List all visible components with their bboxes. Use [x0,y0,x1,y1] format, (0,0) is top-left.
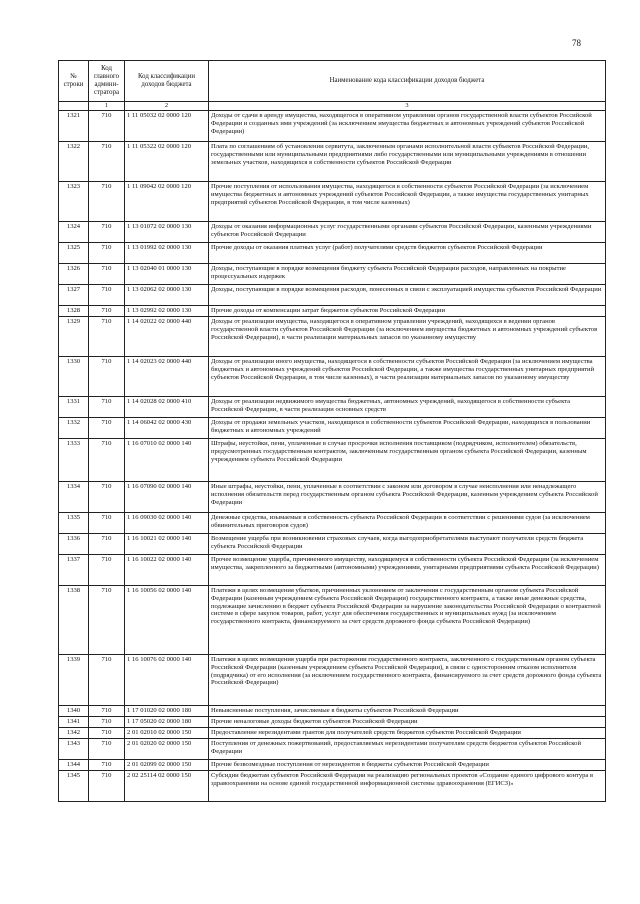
row-number-cell: 1328 [59,306,89,317]
classification-name-cell: Прочие доходы от оказания платных услуг (работ) получателями средств бюджетов субъектов Российской Федерации [209,243,606,264]
header-row-number: № строки [59,61,89,102]
classification-code-cell: 1 14 02023 02 0000 440 [125,357,209,397]
table-body [59,111,606,802]
classification-name-cell: Субсидии бюджетам субъектов Российской Федерации на реализацию региональных проектов «Создание единого цифрового контура в здравоохранении на основе единой государственной информационной системы здравоохранения (ЕГИСЗ)» [209,771,606,802]
page-number: 78 [572,38,581,48]
table-row [59,357,606,397]
classification-name-cell: Доходы, поступающие в порядке возмещения бюджету субъекта Российской Федерации расходов, направленных на покрытие процессуальных издержек [209,264,606,285]
row-number-cell: 1339 [59,655,89,706]
classification-name-cell: Предоставление нерезидентами грантов для получателей средств бюджетов субъектов Российской Федерации [209,728,606,739]
table-row [59,243,606,264]
admin-code-cell: 710 [89,317,125,357]
row-number-cell: 1325 [59,243,89,264]
admin-code-cell: 710 [89,182,125,222]
table-row [59,655,606,706]
table-row [59,717,606,728]
classification-name-cell: Доходы от реализации имущества, находящегося в оперативном управлении учреждений, находящихся в ведении органов государственной власти субъектов Российской Федерации (за исключением имущества бюджетных и автономных учреждений субъектов Российской Федерации), в части реализации материальных запасов по указанному имуществу [209,317,606,357]
row-number-cell: 1342 [59,728,89,739]
row-number-cell: 1333 [59,439,89,482]
classification-name-cell: Доходы от сдачи в аренду имущества, находящегося в оперативном управлении органов государственной власти субъектов Российской Федерации и созданных ими учреждений (за исключением имущества бюджетных и автономных учреждений субъектов Российской Федерации) [209,111,606,142]
classification-name-cell: Доходы от оказания информационных услуг государственными органами субъектов Российской Федерации, казенными учреждениями субъектов Российской Федерации [209,222,606,243]
table-row [59,706,606,717]
classification-code-cell: 1 11 05032 02 0000 120 [125,111,209,142]
row-number-cell: 1338 [59,586,89,655]
table-row [59,222,606,243]
admin-code-cell: 710 [89,439,125,482]
row-number-cell: 1322 [59,142,89,182]
classification-name-cell: Невыясненные поступления, зачисляемые в бюджеты субъектов Российской Федерации [209,706,606,717]
row-number-cell: 1345 [59,771,89,802]
row-number-cell: 1327 [59,285,89,306]
row-number-cell: 1331 [59,397,89,418]
table-row [59,771,606,802]
header-classification-code: Код классификации доходов бюджета [125,61,209,102]
row-number-cell: 1324 [59,222,89,243]
admin-code-cell: 710 [89,222,125,243]
table-row [59,728,606,739]
classification-code-cell: 1 11 09042 02 0000 120 [125,182,209,222]
row-number-cell: 1332 [59,418,89,439]
admin-code-cell: 710 [89,760,125,771]
classification-name-cell: Плата по соглашениям об установлении сервитута, заключенным органами исполнительной власти субъектов Российской Федерации, государственными или муниципальными предприятиями либо государственными или муниципальными учреждениями в отношении земельных участков, находящихся в собственности субъектов Российской Федерации [209,142,606,182]
classification-code-cell: 1 14 06042 02 0000 430 [125,418,209,439]
table-row [59,586,606,655]
classification-code-cell: 1 16 09030 02 0000 140 [125,513,209,534]
admin-code-cell: 710 [89,555,125,586]
classification-code-cell: 2 01 02020 02 0000 150 [125,739,209,760]
classification-name-cell: Платежи в целях возмещения ущерба при расторжении государственного контракта, заключенного с государственным органом субъекта Российской Федерации (казенным учреждением субъекта Российской Федерации), в связи с односторонним отказом исполнителя (подрядчика) от его исполнения (за исключением государственного контракта, финансируемого за счет средств дорожного фонда субъекта Российской Федерации) [209,655,606,706]
row-number-cell: 1334 [59,482,89,513]
classification-code-cell: 1 16 10021 02 0000 140 [125,534,209,555]
classification-code-cell: 1 17 05020 02 0000 180 [125,717,209,728]
classification-code-cell: 1 13 02062 02 0000 130 [125,285,209,306]
classification-name-cell: Доходы, поступающие в порядке возмещения расходов, понесенных в связи с эксплуатацией имущества субъектов Российской Федерации [209,285,606,306]
row-number-cell: 1341 [59,717,89,728]
row-number-cell: 1335 [59,513,89,534]
row-number-cell: 1336 [59,534,89,555]
admin-code-cell: 710 [89,717,125,728]
admin-code-cell: 710 [89,586,125,655]
classification-name-cell: Прочее возмещение ущерба, причиненного имуществу, находящемуся в собственности субъекта Российской Федерации (за исключением имущества, закрепленного за бюджетными (автономными) учреждениями, унитарными предприятиями субъекта Российской Федерации) [209,555,606,586]
admin-code-cell: 710 [89,111,125,142]
header-admin-code: Код главного админи-стратора [89,61,125,102]
classification-code-cell: 2 01 02099 02 0000 150 [125,760,209,771]
table-row [59,418,606,439]
row-number-cell: 1323 [59,182,89,222]
admin-code-cell: 710 [89,285,125,306]
admin-code-cell: 710 [89,739,125,760]
row-number-cell: 1340 [59,706,89,717]
admin-code-cell: 710 [89,728,125,739]
index-name: 3 [209,102,606,111]
header-classification-name: Наименование кода классификации доходов бюджета [209,61,606,102]
classification-name-cell: Денежные средства, изымаемые в собственность субъекта Российской Федерации в соответствии с решениями судов (за исключением обвинительных приговоров судов) [209,513,606,534]
classification-code-cell: 1 16 07090 02 0000 140 [125,482,209,513]
admin-code-cell: 710 [89,482,125,513]
admin-code-cell: 710 [89,306,125,317]
table-row [59,264,606,285]
row-number-cell: 1343 [59,739,89,760]
table-row [59,142,606,182]
classification-code-cell: 1 14 02022 02 0000 440 [125,317,209,357]
table-row [59,285,606,306]
classification-name-cell: Доходы от реализации недвижимого имущества бюджетных, автономных учреждений, находящегося в собственности субъекта Российской Федерации, в части реализации основных средств [209,397,606,418]
classification-code-cell: 2 01 02010 02 0000 150 [125,728,209,739]
classification-name-cell: Иные штрафы, неустойки, пени, уплаченные в соответствии с законом или договором в случае неисполнения или ненадлежащего исполнения обязательств перед государственным органом субъекта Российской Федерации, казенным учреждением субъекта Российской Федерации [209,482,606,513]
classification-name-cell: Доходы от продажи земельных участков, находящихся в собственности субъектов Российской Федерации, находящихся в пользовании бюджетных и автономных учреждений [209,418,606,439]
row-number-cell: 1337 [59,555,89,586]
classification-code-cell: 1 14 02028 02 0000 410 [125,397,209,418]
table-row [59,555,606,586]
table-row [59,317,606,357]
classification-name-cell: Прочие доходы от компенсации затрат бюджетов субъектов Российской Федерации [209,306,606,317]
table-row [59,760,606,771]
classification-name-cell: Прочие безвозмездные поступления от нерезидентов в бюджеты субъектов Российской Федерации [209,760,606,771]
table-row [59,182,606,222]
index-code: 2 [125,102,209,111]
table-row [59,482,606,513]
classification-code-cell: 1 16 07010 02 0000 140 [125,439,209,482]
admin-code-cell: 710 [89,655,125,706]
table-row [59,534,606,555]
admin-code-cell: 710 [89,418,125,439]
classification-name-cell: Штрафы, неустойки, пени, уплаченные в случае просрочки исполнения поставщиком (подрядчиком, исполнителем) обязательств, предусмотренных государственным контрактом, заключенным государственным органом субъекта Российской Федерации, казенным учреждением субъекта Российской Федерации [209,439,606,482]
budget-classification-table [58,60,606,802]
table-row [59,111,606,142]
classification-name-cell: Доходы от реализации иного имущества, находящегося в собственности субъектов Российской Федерации (за исключением имущества бюджетных и автономных учреждений субъектов Российской Федерации, а также имущества государственных унитарных предприятий субъектов Российской Федерации, в том числе казенных), в части реализации материальных запасов по указанному имуществу [209,357,606,397]
row-number-cell: 1326 [59,264,89,285]
classification-code-cell: 1 13 01992 02 0000 130 [125,243,209,264]
admin-code-cell: 710 [89,142,125,182]
classification-code-cell: 1 13 02992 02 0000 130 [125,306,209,317]
table-row [59,439,606,482]
table-row [59,397,606,418]
classification-name-cell: Возмещение ущерба при возникновении страховых случаев, когда выгодоприобретателями выступают получатели средств бюджета субъекта Российской Федерации [209,534,606,555]
admin-code-cell: 710 [89,706,125,717]
admin-code-cell: 710 [89,243,125,264]
classification-code-cell: 1 13 01072 02 0000 130 [125,222,209,243]
admin-code-cell: 710 [89,357,125,397]
classification-name-cell: Прочие поступления от использования имущества, находящегося в собственности субъектов Российской Федерации (за исключением имущества бюджетных и автономных учреждений субъектов Российской Федерации, а также имущества государственных унитарных предприятий субъектов Российской Федерации, в том числе казенных) [209,182,606,222]
table-row [59,513,606,534]
admin-code-cell: 710 [89,264,125,285]
table-row [59,739,606,760]
row-number-cell: 1330 [59,357,89,397]
admin-code-cell: 710 [89,534,125,555]
row-number-cell: 1344 [59,760,89,771]
classification-code-cell: 2 02 25114 02 0000 150 [125,771,209,802]
classification-code-cell: 1 13 02040 01 0000 130 [125,264,209,285]
classification-code-cell: 1 11 05322 02 0000 120 [125,142,209,182]
index-admin: 1 [89,102,125,111]
table-header-row [59,61,606,102]
table-row [59,306,606,317]
row-number-cell: 1329 [59,317,89,357]
index-blank [59,102,89,111]
admin-code-cell: 710 [89,513,125,534]
classification-code-cell: 1 16 10056 02 0000 140 [125,586,209,655]
classification-name-cell: Платежи в целях возмещения убытков, причиненных уклонением от заключения с государственным органом субъекта Российской Федерации (казенным учреждением субъекта Российской Федерации) государственного контракта, а также иные денежные средства, подлежащие зачислению в бюджет субъекта Российской Федерации за нарушение законодательства Российской Федерации о контрактной системе в сфере закупок товаров, работ, услуг для обеспечения государственных и муниципальных нужд (за исключением государственного контракта, финансируемого за счет средств дорожного фонда субъекта Российской Федерации) [209,586,606,655]
classification-code-cell: 1 16 10022 02 0000 140 [125,555,209,586]
classification-code-cell: 1 17 01020 02 0000 180 [125,706,209,717]
classification-name-cell: Прочие неналоговые доходы бюджетов субъектов Российской Федерации [209,717,606,728]
admin-code-cell: 710 [89,771,125,802]
classification-code-cell: 1 16 10076 02 0000 140 [125,655,209,706]
column-index-row [59,102,606,111]
row-number-cell: 1321 [59,111,89,142]
classification-name-cell: Поступления от денежных пожертвований, предоставляемых нерезидентами получателям средств бюджетов субъектов Российской Федерации [209,739,606,760]
admin-code-cell: 710 [89,397,125,418]
